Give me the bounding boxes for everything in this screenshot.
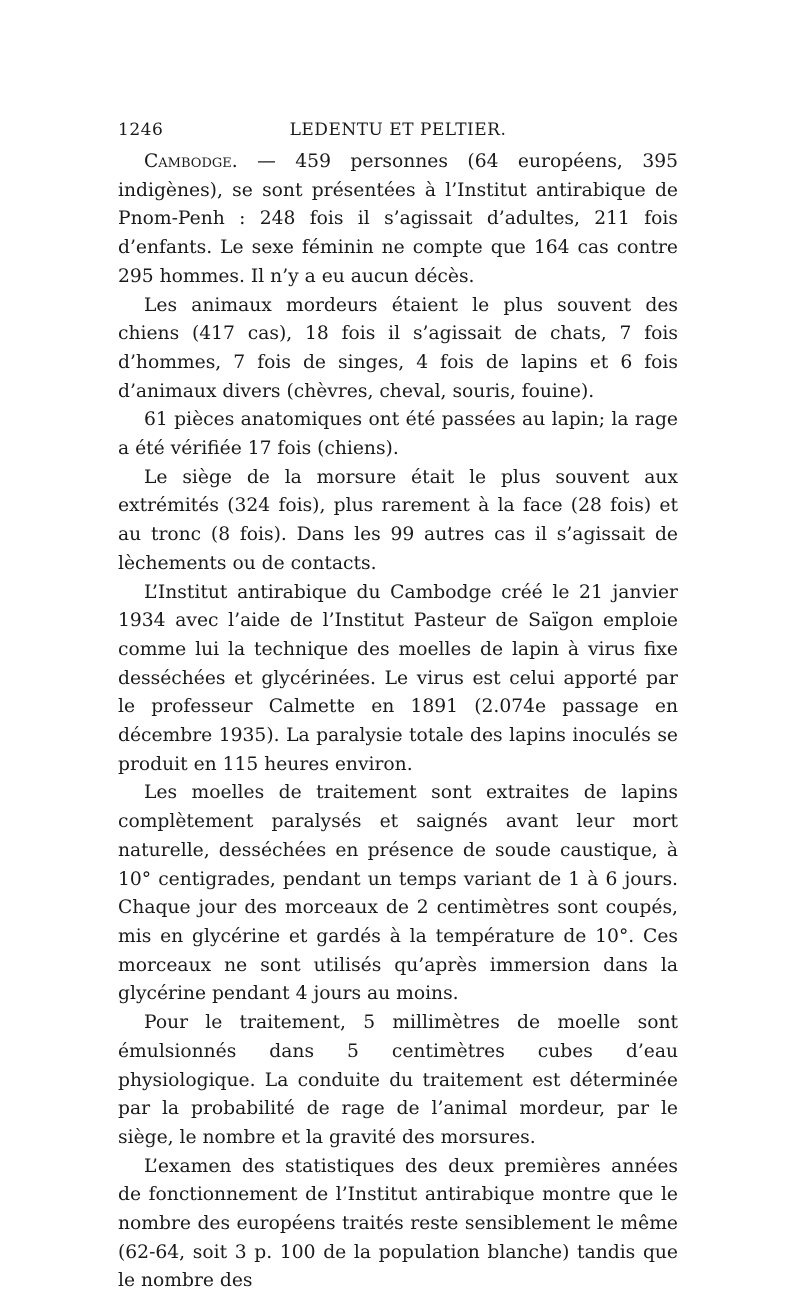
section-lead-cambodge: Cambodge.: [144, 151, 238, 172]
running-head: [118, 112, 678, 148]
body-text: [118, 148, 678, 1296]
page-number: 1246: [118, 120, 164, 140]
paragraph-cambodge: [118, 148, 678, 292]
book-page: [118, 112, 678, 1292]
paragraph-text: — 459 personnes (64 européens, 395 indigènes), se sont présentées à l’Institut antirabique de Pnom-Penh : 248 fois il s’agissait d’adultes, 211 fois d’enfants. Le sexe féminin ne compte que 164 cas contre 295 hommes. Il n’y a eu aucun décès.: [118, 151, 678, 287]
running-title: LEDENTU ET PELTIER.: [289, 120, 507, 140]
paragraph-traitement: Pour le traitement, 5 millimètres de moelle sont émulsionnés dans 5 centimètres cubes d’eau physiologique. La conduite du traitement est déterminée par la probabilité de rage de l’animal mordeur, par le siège, le nombre et la gravité des morsures.: [118, 1012, 678, 1148]
paragraph-siege-morsure: Le siège de la morsure était le plus souvent aux extrémités (324 fois), plus rarement à la face (28 fois) et au tronc (8 fois). Dans les 99 autres cas il s’agissait de lèchements ou de contacts.: [118, 466, 678, 574]
paragraph-pieces-anatomiques: 61 pièces anatomiques ont été passées au lapin; la rage a été vérifiée 17 fois (chiens).: [118, 409, 678, 460]
paragraph-institut-antirabique: L’Institut antirabique du Cambodge créé le 21 janvier 1934 avec l’aide de l’Institut Pasteur de Saïgon emploie comme lui la technique des moelles de lapin à virus fixe desséchées et glycérinées. Le virus est celui apporté par le professeur Calmette en 1891 (2.074e passage en décembre 1935). La paralysie totale des lapins inoculés se produit en 115 heures environ.: [118, 581, 678, 775]
paragraph-moelles-traitement: Les moelles de traitement sont extraites de lapins complètement paralysés et saignés avant leur mort naturelle, desséchées en présence de soude caustique, à 10° centigrades, pendant un temps variant de 1 à 6 jours. Chaque jour des morceaux de 2 centimètres sont coupés, mis en glycérine et gardés à la température de 10°. Ces morceaux ne sont utilisés qu’après immersion dans la glycérine pendant 4 jours au moins.: [118, 782, 678, 1005]
paragraph-statistiques: L’examen des statistiques des deux premières années de fonctionnement de l’Institut antirabique montre que le nombre des européens traités reste sensiblement le même (62-64, soit 3 p. 100 de la population blanche) tandis que le nombre des: [118, 1155, 678, 1292]
paragraph-animaux-mordeurs: Les animaux mordeurs étaient le plus souvent des chiens (417 cas), 18 fois il s’agissait de chats, 7 fois d’hommes, 7 fois de singes, 4 fois de lapins et 6 fois d’animaux divers (chèvres, cheval, souris, fouine).: [118, 294, 678, 402]
